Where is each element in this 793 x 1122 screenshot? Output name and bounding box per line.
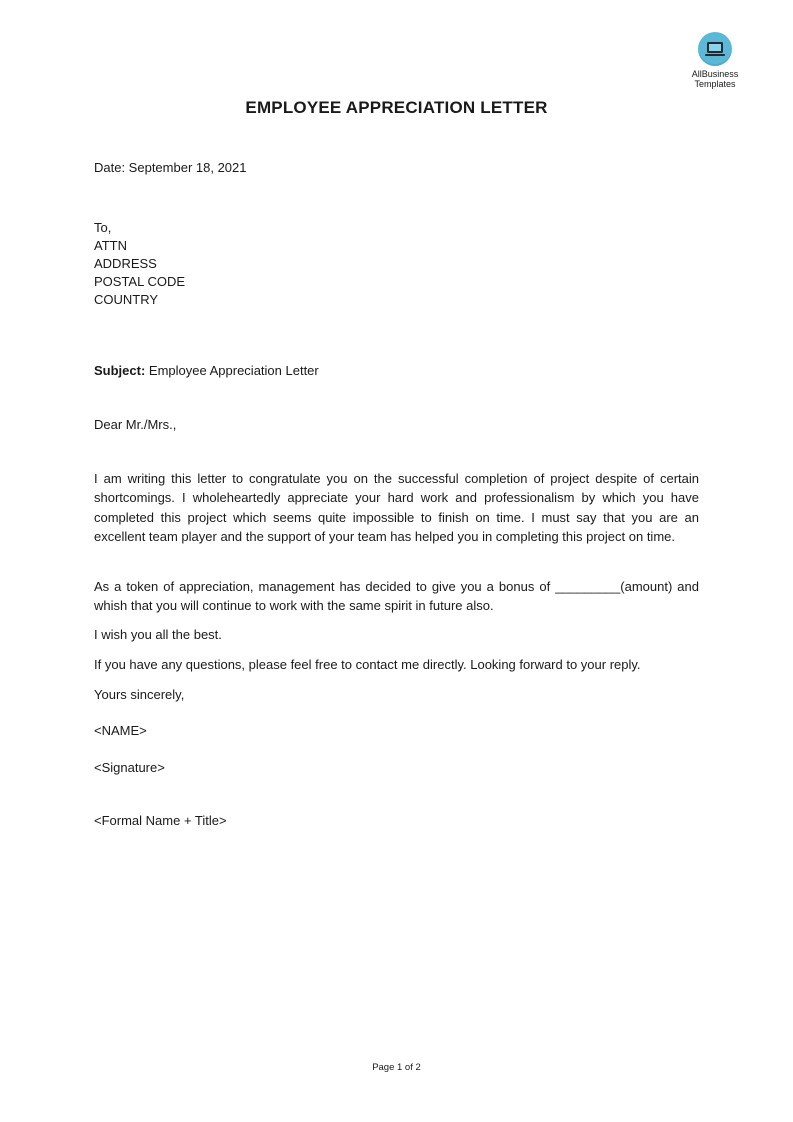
body-paragraph-4: If you have any questions, please feel free to contact me directly. Looking forward to your reply. xyxy=(94,657,641,672)
recipient-attn: ATTN xyxy=(94,238,127,253)
recipient-address: ADDRESS xyxy=(94,256,157,271)
subject-line xyxy=(94,362,699,380)
recipient-block xyxy=(94,219,699,309)
brand-logo xyxy=(684,32,746,89)
formal-name-title: <Formal Name + Title> xyxy=(94,813,227,828)
subject-label: Subject: xyxy=(94,363,146,378)
recipient-country: COUNTRY xyxy=(94,292,159,307)
signature-placeholder: <Signature> xyxy=(94,760,165,775)
closing: Yours sincerely, xyxy=(94,687,185,702)
recipient-postal-code: POSTAL CODE xyxy=(94,274,186,289)
subject-text: Employee Appreciation Letter xyxy=(145,363,319,378)
salutation: Dear Mr./Mrs., xyxy=(94,417,177,432)
body-paragraph-3: I wish you all the best. xyxy=(94,627,222,642)
recipient-to: To, xyxy=(94,220,112,235)
body-paragraph-1: I am writing this letter to congratulate you on the successful completion of project despite of certain shortcomings. I wholeheartedly appreciate your hard work and professionalism by which you have completed this project which seems quite impossible to finish on time. I must say that you are an excellent team player and the support of your team has helped you in completing this project on time. xyxy=(94,471,699,545)
letter-date: Date: September 18, 2021 xyxy=(94,160,247,175)
signature-name: <NAME> xyxy=(94,723,147,738)
body-paragraph-2: As a token of appreciation, management has decided to give you a bonus of _________(amount) and whish that you will continue to work with the same spirit in future also. xyxy=(94,579,699,614)
logo-line-1: AllBusiness xyxy=(691,69,739,79)
laptop-icon xyxy=(698,32,732,66)
page-number: Page 1 of 2 xyxy=(372,1062,421,1073)
logo-text xyxy=(684,69,746,89)
page-title: EMPLOYEE APPRECIATION LETTER xyxy=(245,98,548,117)
logo-line-2: Templates xyxy=(694,79,736,89)
